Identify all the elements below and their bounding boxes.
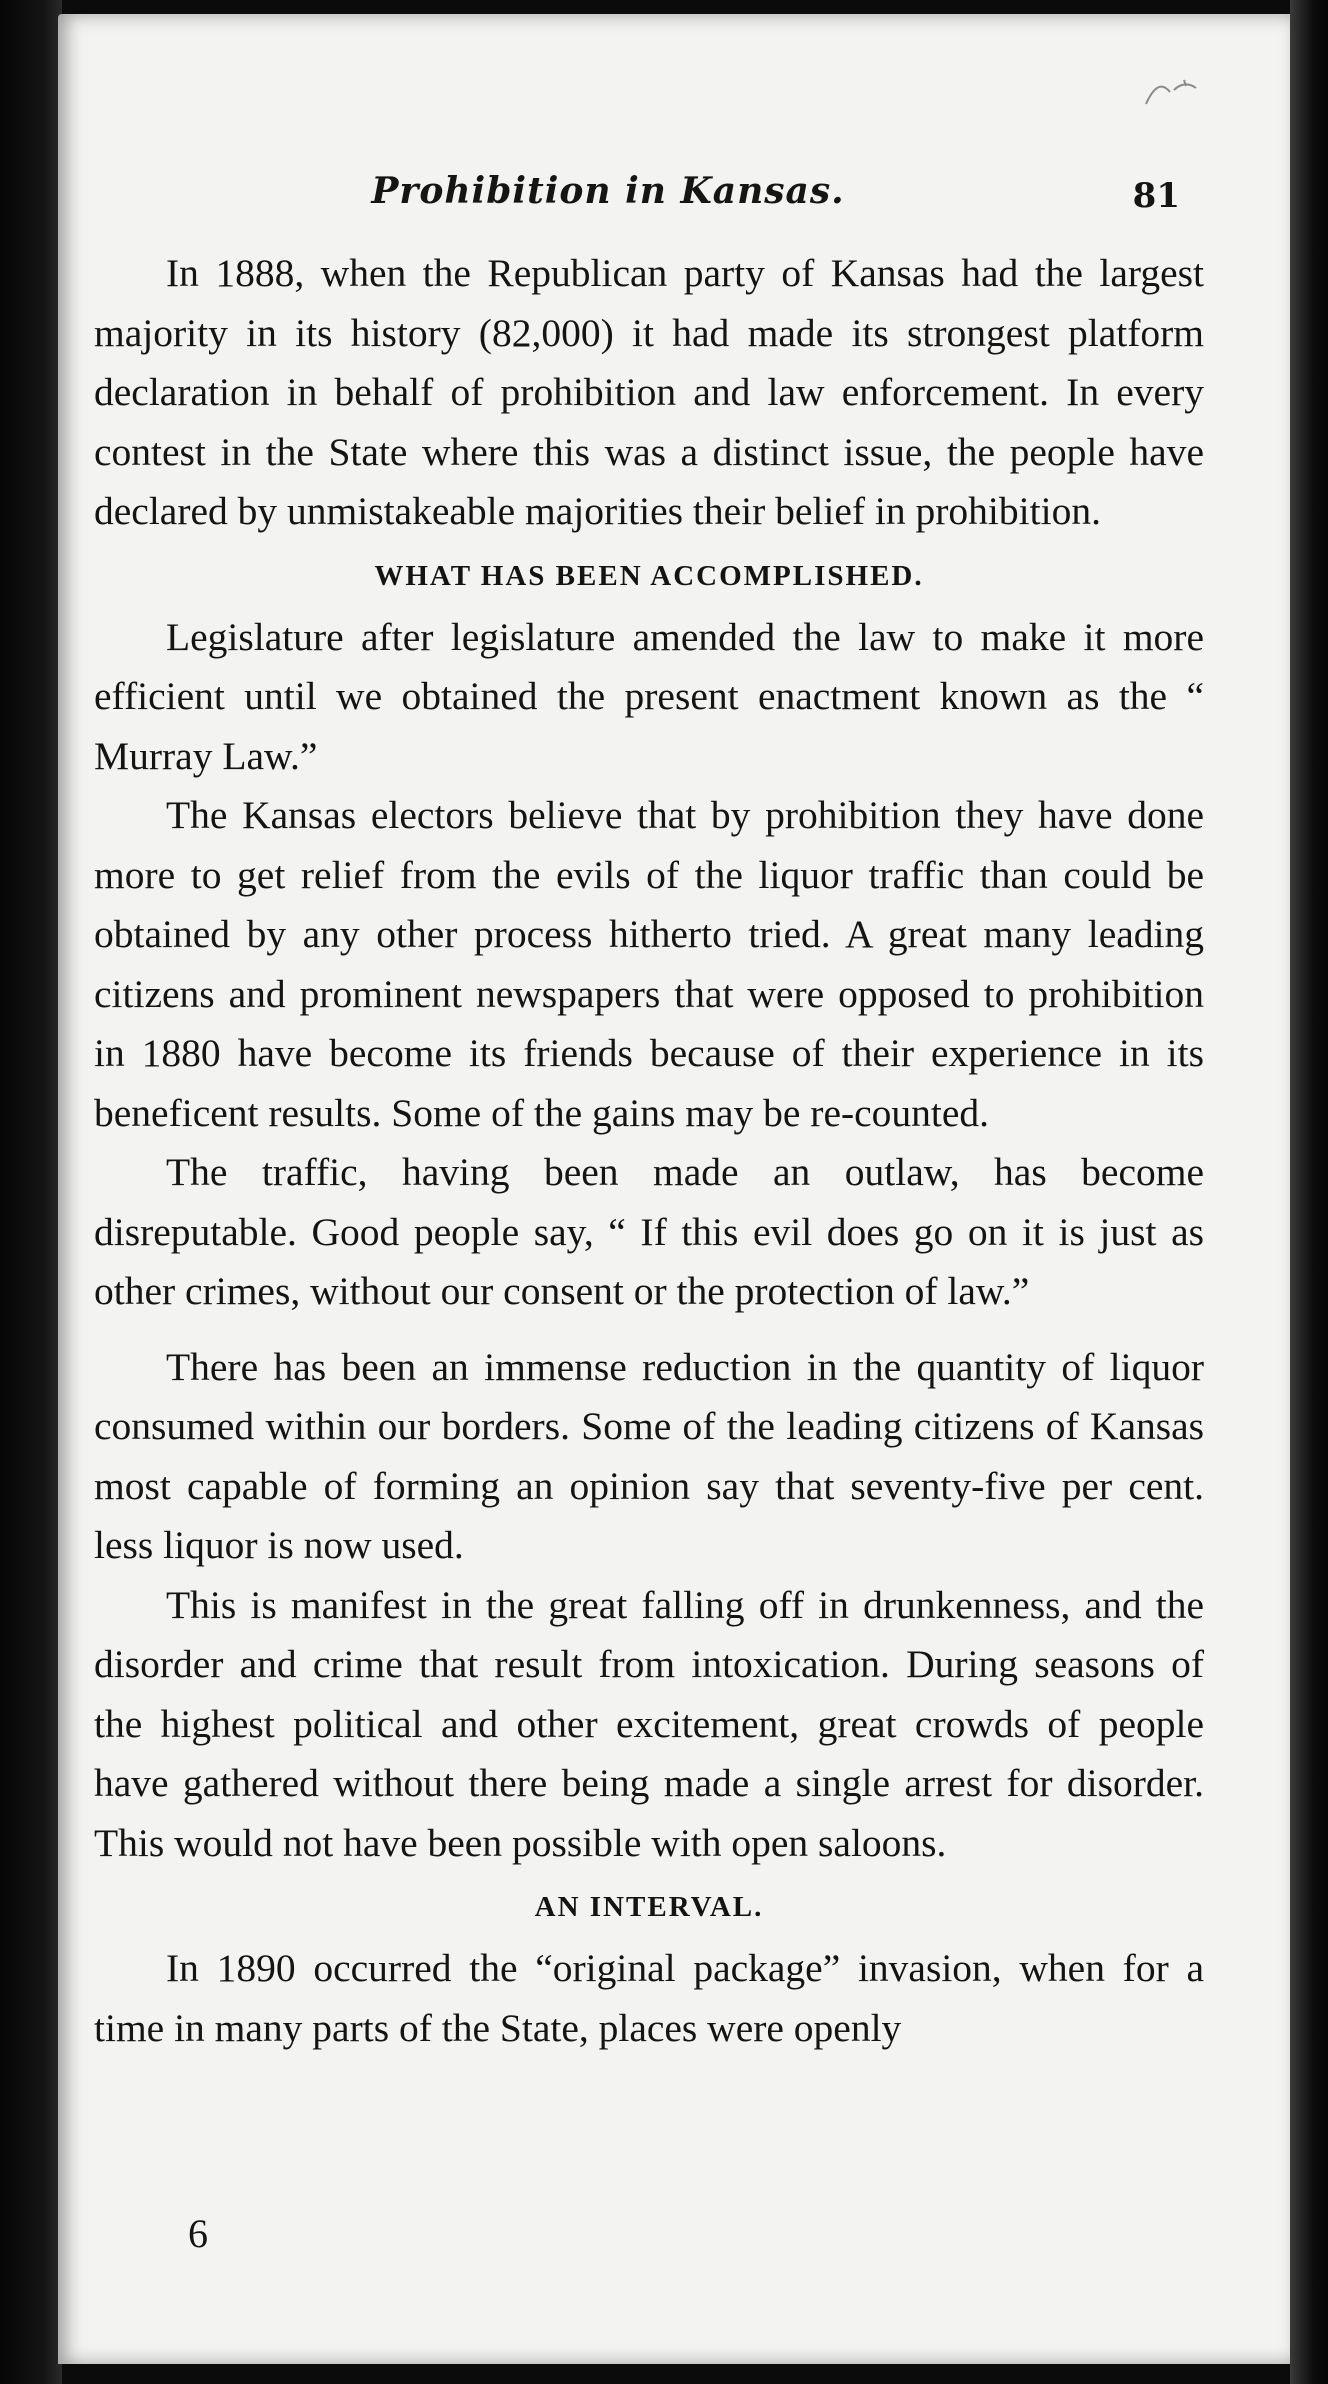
running-title: Prohibition in Kansas. [371,170,845,212]
signature-mark: 6 [188,2211,208,2256]
section-heading-accomplished: WHAT HAS BEEN ACCOMPLISHED. [374,559,924,592]
body-text [94,244,1204,2058]
page-header [58,170,1290,230]
paragraph: In 1890 occurred the “original package” invasion, when for a time in many parts of the State, places were openly [94,1946,1204,2050]
book-spine-shadow [0,0,62,2384]
paragraph: There has been an immense reduction in the quantity of liquor consumed within our borders. Some of the leading citizens of Kansas most capable of forming an opinion say that seventy-five per cent. less liquor is now used. [94,1344,1204,1567]
page-edge-shadow [1290,0,1328,2384]
paragraph: The traffic, having been made an outlaw, has become disreputable. Good people say, “ If this evil does go on it is just as other crimes, without our consent or the protection of law.” [94,1150,1204,1313]
paragraph: The Kansas electors believe that by prohibition they have done more to get relief from the evils of the liquor traffic than could be obtained by any other process hitherto tried. A great many leading citizens and prominent newspapers that were opposed to prohibition in 1880 have become its friends because of their experience in its beneficent results. Some of the gains may be re-counted. [94,793,1204,1135]
paragraph: In 1888, when the Republican party of Kansas had the largest majority in its history (82,000) it had made its strongest platform declaration in behalf of prohibition and law enforcement. In every contest in the State where this was a distinct issue, the people have declared by unmistakeable majorities their belief in prohibition. [94,251,1204,533]
paragraph: Legislature after legislature amended the law to make it more efficient until we obtained the present enactment known as the “ Murray Law.” [94,614,1204,778]
section-heading-interval: AN INTERVAL. [534,1891,764,1923]
paragraph-gap [94,1322,1204,1338]
page-number: 81 [1132,176,1180,216]
pencil-mark-icon [1140,74,1210,114]
book-page [58,14,1290,2364]
paragraph: This is manifest in the great falling off in drunkenness, and the disorder and crime that result from intoxication. During seasons of the highest political and other excitement, great crowds of people have gathered without there being made a single arrest for disorder. This would not have been possible with open saloons. [94,1582,1204,1865]
